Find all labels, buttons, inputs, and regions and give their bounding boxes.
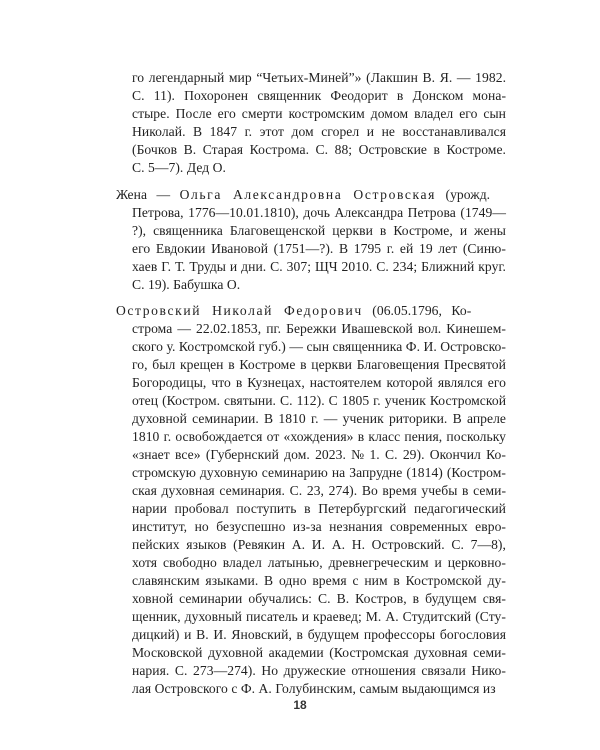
text-line: (Бочков В. Старая Кострома. С. 88; Островские в Костроме. — [132, 142, 506, 157]
text-line: институт, но безуспешно из-за незнания современных евро- — [132, 519, 506, 534]
text-line: нария. С. 273—274). Но дружеские отношения связали Нико- — [132, 663, 506, 678]
text-line: стыре. После его смерти костромским домом владел его сын — [132, 106, 506, 121]
text-line: С. 11). Похоронен священник Феодорит в Донском мона- — [132, 88, 507, 103]
entry-name: Ольга Александровна Островская — [179, 187, 437, 202]
text-line: го легендарный мир “Четьих-Миней”» (Лакшин В. Я. — 1982. — [132, 70, 507, 85]
page-number: 18 — [293, 698, 307, 712]
text-line: «знает все» (Губернский дом. 2023. № 1. С. 29). Окончил Ко- — [132, 447, 506, 462]
text-line: ?), священника Благовещенской церкви в Костроме, и жены — [132, 223, 506, 238]
text-line: хотя свободно владел латынью, древнегреческим и церковно- — [132, 555, 506, 570]
entry-text: (урожд. — [436, 187, 491, 202]
text-line: пейских языков (Ревякин А. И. А. Н. Островский. С. 7—8), — [132, 537, 506, 552]
text-line: ского у. Костромской губ.) — сын священника Ф. И. Островско- — [132, 339, 506, 354]
text-line: го, был крещен в Костроме в церкви Благовещения Пресвятой — [132, 357, 506, 372]
entry-lead: Жена — — [116, 187, 180, 202]
text-line — [116, 302, 471, 320]
text-line: ская духовная семинария. С. 23, 274). Во время учебы в семи- — [132, 483, 507, 498]
text-line: нарии пробовал поступить в Петербургский педагогический — [132, 501, 507, 516]
text-line: хаев Г. Т. Труды и дни. С. 307; ЩЧ 2010. С. 234; Ближний круг. — [132, 259, 506, 274]
text-line: отец (Костром. святыни. С. 112). С 1805 г. ученик Костромской — [132, 393, 507, 408]
text-line: С. 19). Бабушка О. — [132, 277, 241, 292]
text-line: строма — 22.02.1853, пг. Бережки Ивашевской вол. Кинешем- — [132, 321, 506, 336]
entry-name: Островский Николай Федорович — [116, 303, 363, 318]
text-line: щенник, духовный писатель и краевед; М. А. Студитский (Сту- — [132, 609, 506, 624]
entry-text: (06.05.1796, Ко- — [362, 303, 472, 318]
text-line: С. 5—7). Дед О. — [132, 160, 226, 175]
text-line: ховной семинарии обучались: С. В. Костров, в будущем свя- — [132, 591, 506, 606]
text-line: его Евдокии Ивановой (1751—?). В 1795 г. ей 19 лет (Синю- — [132, 241, 506, 256]
text-line: лая Островского с Ф. А. Голубинским, самым выдающимся из — [132, 681, 496, 696]
text-line: Богородицы, что в Кузнецах, настоятелем которой являлся его — [132, 375, 506, 390]
text-line: Петрова, 1776—10.01.1810), дочь Александра Петрова (1749— — [132, 205, 506, 220]
text-line — [116, 186, 490, 204]
text-line: Московской духовной академии (Костромская духовная семи- — [132, 645, 507, 660]
text-line: Николай. В 1847 г. этот дом сгорел и не восстанавливался — [132, 124, 507, 139]
text-line: дицкий) и В. И. Яновский, в будущем профессоры богословия — [132, 627, 507, 642]
text-line: славянским языками. В одно время с ним в Костромской ду- — [132, 573, 506, 588]
text-line: 1810 г. освобождается от «хождения» в класс пения, поскольку — [132, 429, 507, 444]
text-line: духовной семинарии. В 1810 г. — ученик риторики. В апреле — [132, 411, 507, 426]
text-line: стромскую духовную семинарию на Запрудне (1814) (Костром- — [132, 465, 506, 480]
